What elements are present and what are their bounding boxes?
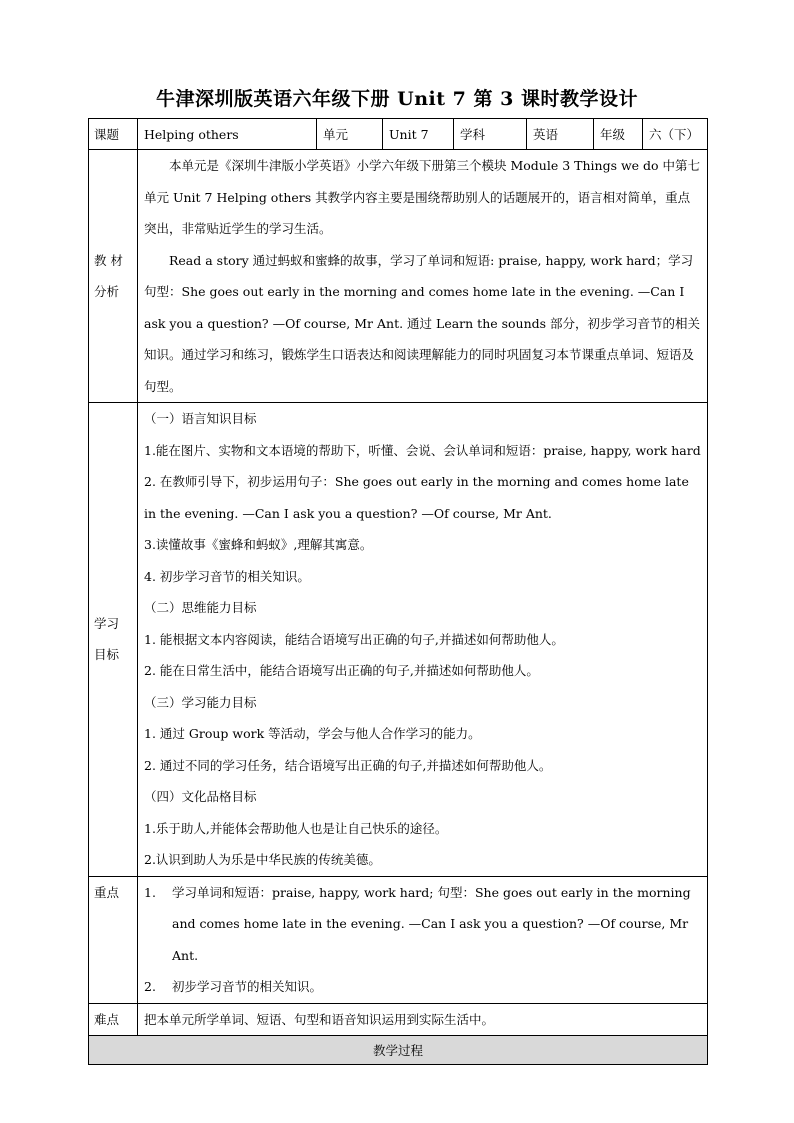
key-point-number: 2. <box>144 979 156 994</box>
analysis-paragraph-2: Read a story 通过蚂蚁和蜜蜂的故事，学习了单词和短语: praise, happy, work hard；学习句型：She goes out early in the morning and comes home late in the evening. —Can I ask you a question? —Of course, Mr Ant. 通过 Learn the sounds 部分，初步学习音节的相关知识。通过学习和练习，锻炼学生口语表达和阅读理解能力的同时巩固复习本节课重点单词、短语及句型。 <box>144 252 701 394</box>
objective-line: 1.乐于助人,并能体会帮助他人也是让自己快乐的途径。 <box>144 820 448 836</box>
objectives-content <box>138 403 708 877</box>
objective-line: （一）语言知识目标 <box>144 411 257 426</box>
objective-line: 4. 初步学习音节的相关知识。 <box>144 568 310 584</box>
analysis-label-line1: 教 材 <box>94 253 123 268</box>
objectives-row <box>89 403 708 877</box>
objective-line: 2. 能在日常生活中，能结合语境写出正确的句子,并描述如何帮助他人。 <box>144 663 539 678</box>
key-points-content <box>138 876 708 1003</box>
objective-line: （四）文化品格目标 <box>144 789 257 804</box>
objective-line: 2. 通过不同的学习任务，结合语境写出正确的句子,并描述如何帮助他人。 <box>144 757 552 773</box>
key-point-item <box>144 971 701 1003</box>
topic-label: 课题 <box>89 119 138 150</box>
analysis-content <box>138 150 708 403</box>
key-point-number: 1. <box>144 884 156 900</box>
objective-line: 1. 能根据文本内容阅读，能结合语境写出正确的句子,并描述如何帮助他人。 <box>144 631 564 647</box>
unit-label: 单元 <box>317 119 383 150</box>
unit-value: Unit 7 <box>383 119 454 150</box>
objective-line: 2.认识到助人为乐是中华民族的传统美德。 <box>144 852 381 867</box>
difficulties-content: 把本单元所学单词、短语、句型和语音知识运用到实际生活中。 <box>138 1003 708 1036</box>
difficulties-label: 难点 <box>89 1003 138 1036</box>
process-row <box>89 1036 708 1065</box>
objectives-label-line1: 学习 <box>94 616 120 632</box>
key-point-text: 初步学习音节的相关知识。 <box>172 979 323 994</box>
analysis-row <box>89 150 708 403</box>
analysis-paragraph-1: 本单元是《深圳牛津版小学英语》小学六年级下册第三个模块 Module 3 Things we do 中第七单元 Unit 7 Helping others 其教学内容主要是围绕帮助别人的话题展开的，语言相对简单，重点突出，非常贴近学生的学习生活。 <box>144 158 701 236</box>
grade-value: 六（下） <box>643 119 708 150</box>
objective-line: 1.能在图片、实物和文本语境的帮助下，听懂、会说、会认单词和短语：praise, happy, work hard <box>144 442 701 458</box>
key-points-label: 重点 <box>89 876 138 1003</box>
objectives-label <box>89 403 138 877</box>
header-row <box>89 119 708 150</box>
topic-value: Helping others <box>138 119 317 150</box>
key-point-text: 学习单词和短语：praise, happy, work hard; 句型：She goes out early in the morning and comes home late in the evening. —Can I ask you a question? —Of course, Mr Ant. <box>172 884 691 963</box>
analysis-label-line2: 分析 <box>94 284 120 299</box>
objective-line: 2. 在教师引导下，初步运用句子：She goes out early in the morning and comes home late in the evening. —Can I ask you a question? —Of course, Mr Ant. <box>144 474 689 521</box>
analysis-label <box>89 150 138 403</box>
objective-line: 1. 通过 Group work 等活动，学会与他人合作学习的能力。 <box>144 726 481 741</box>
objectives-label-line2: 目标 <box>94 647 120 663</box>
difficulties-row <box>89 1003 708 1036</box>
objective-line: 3.读懂故事《蜜蜂和蚂蚁》,理解其寓意。 <box>144 537 373 552</box>
key-points-row <box>89 876 708 1003</box>
page-title: 牛津深圳版英语六年级下册 Unit 7 第 3 课时教学设计 <box>156 88 638 110</box>
teaching-process-header: 教学过程 <box>89 1036 708 1065</box>
lesson-plan-table <box>88 118 708 1065</box>
subject-label: 学科 <box>454 119 527 150</box>
subject-value: 英语 <box>527 119 594 150</box>
key-point-item <box>144 877 701 972</box>
grade-label: 年级 <box>594 119 643 150</box>
objective-line: （二）思维能力目标 <box>144 600 257 615</box>
objective-line: （三）学习能力目标 <box>144 694 257 710</box>
